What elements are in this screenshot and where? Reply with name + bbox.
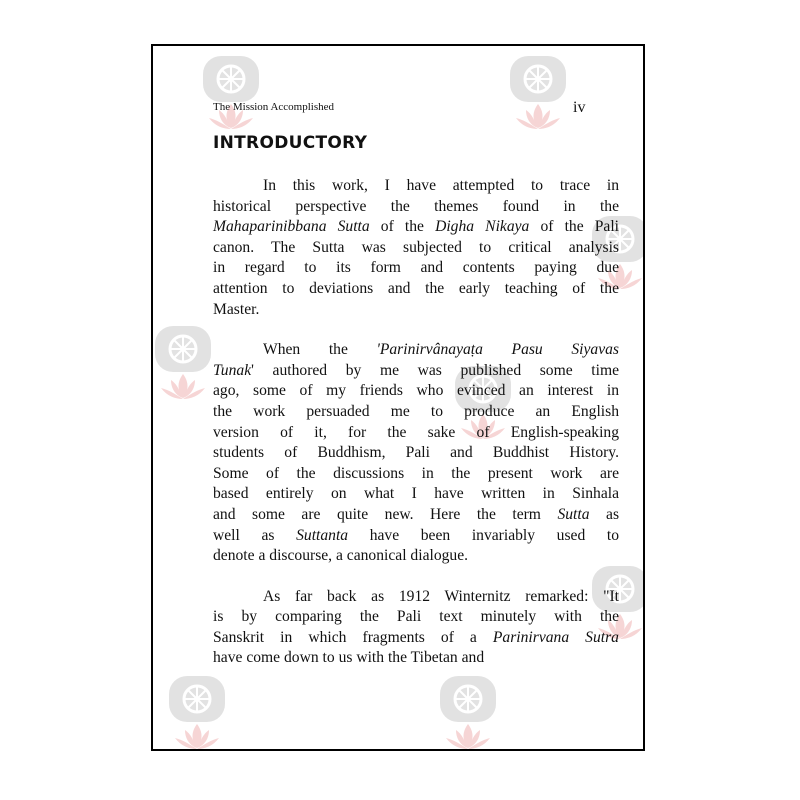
running-head: The Mission Accomplished (213, 101, 334, 113)
text-run: students of Buddhism, Pali and Buddhist History. (213, 444, 619, 462)
text-line (213, 546, 619, 567)
text-line (213, 526, 619, 547)
text-line (213, 607, 619, 628)
text-run: of the (369, 218, 436, 236)
text-run: the work persuaded me to produce an English (213, 402, 619, 420)
italic-term: Mahaparinibbana Sutta (213, 218, 370, 236)
section-heading: INTRODUCTORY (213, 133, 368, 153)
text-run: based entirely on what I have written in Sinhala (213, 485, 619, 503)
text-run: Master. (213, 300, 260, 318)
italic-term: 'Parinirvânayaṭa Pasu Siyavas (376, 341, 619, 359)
text-line (213, 300, 619, 321)
text-run: version of it, for the sake of English-speaking (213, 423, 619, 441)
text-line (213, 381, 619, 402)
body-text (213, 176, 619, 689)
text-run: Some of the discussions in the present work are (213, 464, 619, 482)
text-run: have been invariably used to (348, 526, 619, 544)
text-run: is by comparing the Pali text minutely with the (213, 608, 619, 626)
text-line (213, 340, 619, 361)
text-line (213, 587, 619, 608)
text-line (213, 628, 619, 649)
text-line (213, 464, 619, 485)
text-line (213, 443, 619, 464)
text-line (213, 197, 619, 218)
text-line (213, 484, 619, 505)
italic-term: Sutta (557, 505, 590, 523)
text-line (213, 423, 619, 444)
text-line (213, 505, 619, 526)
text-line (213, 176, 619, 197)
text-line (213, 217, 619, 238)
italic-term: Parinirvana Sutra (492, 628, 619, 646)
text-line (213, 361, 619, 382)
text-run: ago, some of my friends who evinced an interest in (213, 382, 619, 400)
text-line (213, 258, 619, 279)
text-run: of the Pali (529, 218, 619, 236)
text-run: as (589, 505, 620, 523)
text-run: attention to deviations and the early teaching of the (213, 279, 619, 297)
text-run: In this work, I have attempted to trace in (263, 177, 619, 194)
text-line (213, 279, 619, 300)
page-number: iv (573, 99, 586, 116)
text-run: in regard to its form and contents paying due (213, 259, 619, 277)
text-run: As far back as 1912 Winternitz remarked: "It (263, 587, 619, 605)
text-run: well as (213, 526, 297, 544)
text-run: When the (263, 341, 377, 359)
text-line (213, 402, 619, 423)
document-page (151, 44, 645, 751)
italic-term: Suttanta (296, 526, 349, 544)
paragraph (213, 587, 619, 669)
text-line (213, 648, 619, 669)
text-run: and some are quite new. Here the term (213, 505, 558, 523)
text-line (213, 238, 619, 259)
watermark-logo-icon (153, 324, 213, 402)
text-run: Sanskrit in which fragments of a (213, 628, 493, 646)
text-run: ' authored by me was published some time (251, 361, 619, 379)
paragraph (213, 340, 619, 567)
italic-term: Tunak (213, 361, 252, 379)
text-run: historical perspective the themes found in the (213, 197, 619, 215)
watermark-logo-icon (201, 54, 261, 132)
italic-term: Digha Nikaya (435, 218, 530, 236)
paragraph (213, 176, 619, 320)
text-run: canon. The Sutta was subjected to critical analysis (213, 238, 619, 256)
text-run: have come down to us with the Tibetan and (213, 649, 485, 667)
text-run: denote a discourse, a canonical dialogue. (213, 547, 469, 565)
watermark-logo-icon (508, 54, 568, 132)
